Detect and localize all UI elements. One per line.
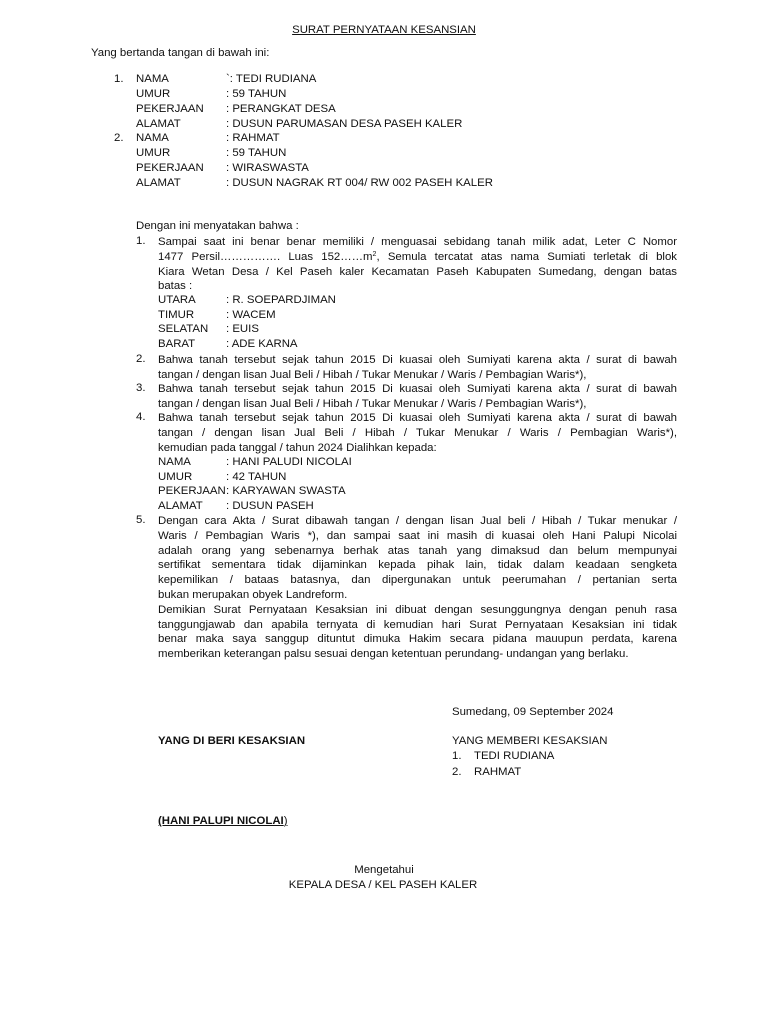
person-number: 2. bbox=[114, 132, 124, 144]
statement-line: kepemilikan / bataas batasnya, dan dipergunakan untuk peerumahan / pertanian serta bbox=[158, 574, 677, 587]
statement-number: 4. bbox=[136, 411, 146, 423]
declaration-intro: Dengan ini menyatakan bahwa : bbox=[136, 220, 299, 232]
field-value: : DUSUN PARUMASAN DESA PASEH KALER bbox=[226, 118, 463, 130]
field-value: : DUSUN NAGRAK RT 004/ RW 002 PASEH KALER bbox=[226, 177, 493, 189]
recipient-name-close: ) bbox=[283, 815, 288, 827]
field-label: NAMA bbox=[136, 132, 169, 144]
field-value: : 59 TAHUN bbox=[226, 147, 287, 159]
field-label: PEKERJAAN bbox=[136, 103, 204, 115]
statement-number: 5. bbox=[136, 514, 146, 526]
recipient-label: NAMA bbox=[158, 456, 191, 468]
statement-line: tangan / dengan lisan Jual Beli / Hibah / Tukar Menukar / Waris / Pembagian Waris*), bbox=[158, 397, 587, 410]
witness-name: TEDI RUDIANA bbox=[474, 750, 555, 762]
field-label: NAMA bbox=[136, 73, 169, 85]
field-label: UMUR bbox=[136, 147, 171, 159]
witness-signature-heading: YANG MEMBERI KESAKSIAN bbox=[452, 735, 608, 747]
statement-line: Waris / Pembagian Waris *), dan sampai saat ini masih di kuasai oleh Hani Palupi Nicolai bbox=[158, 529, 677, 542]
field-label: ALAMAT bbox=[136, 118, 181, 130]
place-date: Sumedang, 09 September 2024 bbox=[452, 706, 614, 718]
statement-line: tangan / dengan lisan Jual Beli / Hibah / Tukar Menukar / Waris / Pembagian Waris*), bbox=[158, 426, 677, 439]
statement-line: bukan merupakan obyek Landreform. bbox=[158, 588, 348, 601]
statement-number: 3. bbox=[136, 382, 146, 394]
field-label: UMUR bbox=[136, 88, 171, 100]
witness-number: 2. bbox=[452, 766, 462, 778]
approval-label: Mengetahui bbox=[354, 864, 414, 876]
village-head-title: KEPALA DESA / KEL PASEH KALER bbox=[288, 879, 478, 891]
statement-line: batas : bbox=[158, 280, 193, 293]
boundary-value: : R. SOEPARDJIMAN bbox=[226, 294, 336, 306]
statement-3-text bbox=[158, 382, 677, 412]
statement-line: Dengan cara Akta / Surat dibawah tangan / dengan lisan Jual beli / Hibah / Tukar menukar / bbox=[158, 515, 677, 527]
statement-line-with-area: 1477 Persil……………. Luas $152\dots\dots m^2$, Semula tercatat atas nama Sumiati terletak di blok bbox=[158, 250, 677, 263]
recipient-label: ALAMAT bbox=[158, 500, 203, 512]
statement-line: Bahwa tanah tersebut sejak tahun 2015 Di kuasai oleh Sumiyati karena akta / surat di bawah bbox=[158, 354, 677, 366]
field-value: : WIRASWASTA bbox=[226, 162, 309, 174]
statement-line: Bahwa tanah tersebut sejak tahun 2015 Di kuasai oleh Sumiyati karena akta / surat di bawah bbox=[158, 412, 677, 424]
closing-line: memberikan keterangan palsu sesuai dengan ketentuan perundang- undangan yang berlaku. bbox=[158, 648, 629, 661]
statement-number: 2. bbox=[136, 353, 146, 365]
statement-number: 1. bbox=[136, 235, 146, 247]
statement-4-text bbox=[158, 411, 677, 455]
statement-line: Sampai saat ini benar benar memiliki / menguasai sebidang tanah milik adat, Leter C Nomor bbox=[158, 236, 677, 248]
witness-name: RAHMAT bbox=[474, 766, 522, 778]
field-label: PEKERJAAN bbox=[136, 162, 204, 174]
field-value: : PERANGKAT DESA bbox=[226, 103, 336, 115]
statement-2-text bbox=[158, 353, 677, 383]
field-value: : RAHMAT bbox=[226, 132, 280, 144]
boundary-label: UTARA bbox=[158, 294, 196, 306]
closing-line: Demikian Surat Pernyataan Kesaksian ini dibuat dengan sesunggungnya dengan penuh rasa bbox=[158, 603, 677, 616]
recipient-value: : 42 TAHUN bbox=[226, 471, 287, 483]
document-title: SURAT PERNYATAAN KESANSIAN bbox=[292, 24, 476, 36]
boundary-value: : WACEM bbox=[226, 309, 276, 321]
boundary-value: : EUIS bbox=[226, 323, 259, 335]
field-value: : 59 TAHUN bbox=[226, 88, 287, 100]
recipient-value: : HANI PALUDI NICOLAI bbox=[226, 456, 352, 468]
statement-line: tangan / dengan lisan Jual Beli / Hibah / Tukar Menukar / Waris / Pembagian Waris*), bbox=[158, 368, 587, 381]
recipient-signature-name bbox=[158, 815, 288, 827]
statement-line: sertifikat sementara tidak dijaminkan kepada pihak lain, tidak dalam keadaan sengketa bbox=[158, 559, 677, 572]
boundary-label: TIMUR bbox=[158, 309, 195, 321]
field-label: ALAMAT bbox=[136, 177, 181, 189]
recipient-signature-heading: YANG DI BERI KESAKSIAN bbox=[158, 735, 306, 747]
statement-line: kemudian pada tanggal / tahun 2024 Dialihkan kepada: bbox=[158, 441, 437, 454]
recipient-name-text: (HANI PALUPI NICOLAI bbox=[158, 815, 284, 827]
intro-text: Yang bertanda tangan di bawah ini: bbox=[91, 47, 270, 59]
closing-line: benar maka saya sanggup dituntut dimuka Hakim secara pidana mauupun perdata, karena bbox=[158, 633, 677, 646]
recipient-value: : KARYAWAN SWASTA bbox=[226, 485, 346, 497]
witness-number: 1. bbox=[452, 750, 462, 762]
statement-5-text bbox=[158, 514, 677, 662]
recipient-label: PEKERJAAN bbox=[158, 485, 226, 497]
area-superscript: 2 bbox=[372, 250, 377, 258]
boundary-value: : ADE KARNA bbox=[226, 338, 298, 350]
boundary-label: BARAT bbox=[158, 338, 196, 350]
statement-1-text bbox=[158, 235, 677, 294]
closing-line: tanggungjawab dan apabila ternyata di kemudian hari Surat Pernyataan Kesaksian ini tidak bbox=[158, 618, 677, 631]
boundary-label: SELATAN bbox=[158, 323, 209, 335]
person-number: 1. bbox=[114, 73, 124, 85]
statement-line: Bahwa tanah tersebut sejak tahun 2015 Di kuasai oleh Sumiyati karena akta / surat di bawah bbox=[158, 383, 677, 395]
statement-line: Kiara Wetan Desa / Kel Paseh kaler Kecamatan Paseh Kabupaten Sumedang, dengan batas bbox=[158, 265, 677, 278]
statement-line: adalah orang yang sebenarnya berhak atas tanah yang dimaksud dan belum mempunyai bbox=[158, 544, 677, 557]
recipient-label: UMUR bbox=[158, 471, 193, 483]
field-value: `: TEDI RUDIANA bbox=[226, 73, 317, 85]
recipient-value: : DUSUN PASEH bbox=[226, 500, 314, 512]
